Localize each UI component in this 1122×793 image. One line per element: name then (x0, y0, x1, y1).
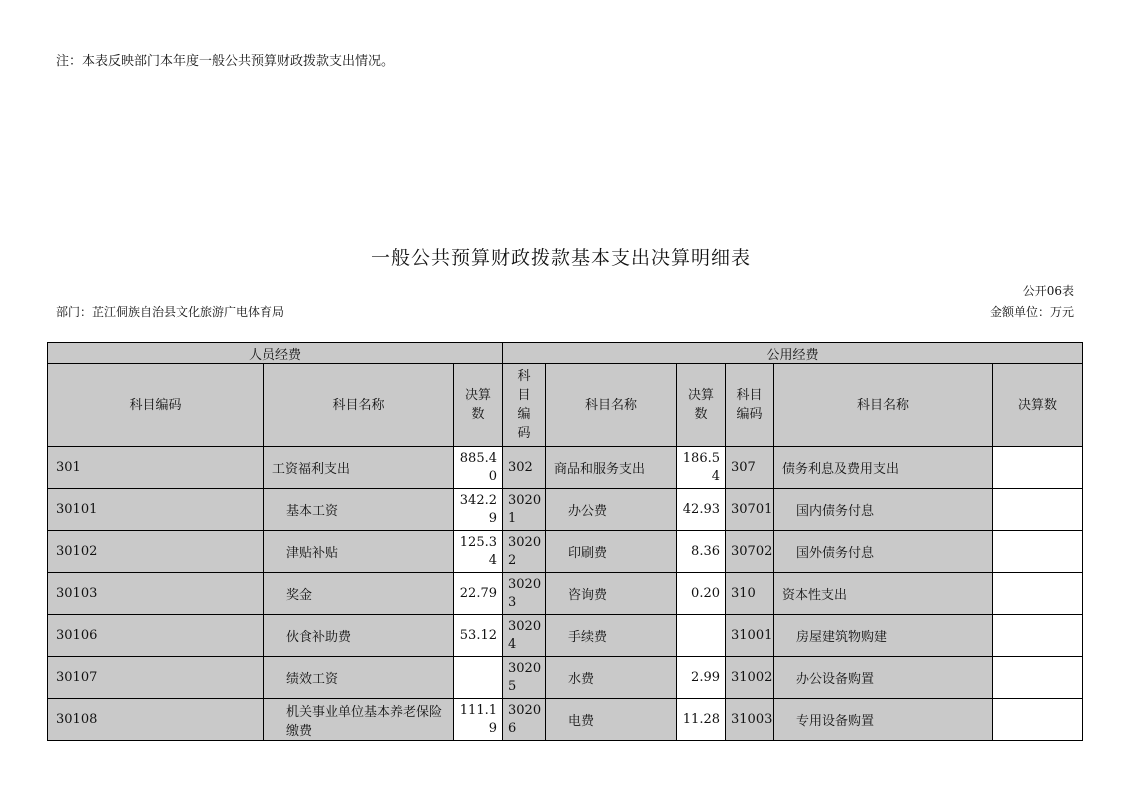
page-title: 一般公共预算财政拨款基本支出决算明细表 (370, 247, 751, 269)
capital-name-cell: 国外债务付息 (774, 531, 993, 573)
capital-amount-cell (993, 573, 1083, 615)
amount-unit-label: 金额单位：万元 (989, 305, 1074, 319)
public-amount-cell: 0.20 (677, 573, 726, 615)
personnel-code-cell: 301 (48, 447, 264, 489)
personnel-code-cell: 30107 (48, 657, 264, 699)
public-name-cell: 咨询费 (546, 573, 677, 615)
col-header-code (726, 364, 774, 447)
public-code-cell: 30204 (503, 615, 546, 657)
table-row (48, 657, 1083, 699)
department-label: 部门：芷江侗族自治县文化旅游广电体育局 (56, 305, 285, 319)
capital-name-cell: 资本性支出 (774, 573, 993, 615)
capital-amount-cell (993, 615, 1083, 657)
personnel-name-cell: 机关事业单位基本养老保险缴费 (264, 699, 454, 741)
personnel-amount-cell: 342.29 (454, 489, 503, 531)
personnel-code-cell: 30106 (48, 615, 264, 657)
public-amount-cell (677, 615, 726, 657)
personnel-amount-cell: 22.79 (454, 573, 503, 615)
group-header-personnel: 人员经费 (48, 343, 503, 364)
personnel-amount-cell: 125.34 (454, 531, 503, 573)
col-header-code (503, 364, 546, 447)
capital-code-cell: 30702 (726, 531, 774, 573)
public-code-cell: 30202 (503, 531, 546, 573)
capital-name-cell: 专用设备购置 (774, 699, 993, 741)
public-amount-cell: 2.99 (677, 657, 726, 699)
capital-amount-cell (993, 489, 1083, 531)
public-code-cell: 30205 (503, 657, 546, 699)
personnel-amount-cell (454, 657, 503, 699)
public-code-cell: 30201 (503, 489, 546, 531)
col-header-amount (677, 364, 726, 447)
col-header-name: 科目名称 (546, 364, 677, 447)
col-header-code-text: 科目编码 (736, 388, 763, 422)
capital-code-cell: 31003 (726, 699, 774, 741)
public-code-cell: 30206 (503, 699, 546, 741)
table-row (48, 615, 1083, 657)
capital-amount-cell (993, 531, 1083, 573)
table-row (48, 573, 1083, 615)
col-header-amount: 决算数 (993, 364, 1083, 447)
public-name-cell: 电费 (546, 699, 677, 741)
col-header-code: 科目编码 (48, 364, 264, 447)
table-row (48, 489, 1083, 531)
personnel-name-cell: 奖金 (264, 573, 454, 615)
capital-code-cell: 30701 (726, 489, 774, 531)
capital-code-cell: 31002 (726, 657, 774, 699)
group-header-public: 公用经费 (503, 343, 1083, 364)
capital-code-cell: 307 (726, 447, 774, 489)
personnel-name-cell: 绩效工资 (264, 657, 454, 699)
footnote: 注：本表反映部门本年度一般公共预算财政拨款支出情况。 (56, 54, 395, 69)
personnel-amount-cell: 53.12 (454, 615, 503, 657)
col-header-amount (454, 364, 503, 447)
col-header-amount-text: 决算数 (687, 388, 714, 422)
public-name-cell: 办公费 (546, 489, 677, 531)
public-code-cell: 30203 (503, 573, 546, 615)
personnel-code-cell: 30101 (48, 489, 264, 531)
public-name-cell: 水费 (546, 657, 677, 699)
personnel-code-cell: 30108 (48, 699, 264, 741)
public-name-cell: 手续费 (546, 615, 677, 657)
public-name-cell: 印刷费 (546, 531, 677, 573)
personnel-name-cell: 津贴补贴 (264, 531, 454, 573)
form-number: 公开06表 (1022, 284, 1074, 298)
public-name-cell: 商品和服务支出 (546, 447, 677, 489)
capital-amount-cell (993, 699, 1083, 741)
public-amount-cell: 11.28 (677, 699, 726, 741)
personnel-name-cell: 基本工资 (264, 489, 454, 531)
capital-name-cell: 国内债务付息 (774, 489, 993, 531)
public-code-cell: 302 (503, 447, 546, 489)
capital-code-cell: 31001 (726, 615, 774, 657)
col-header-amount-text: 决算数 (464, 388, 491, 422)
personnel-amount-cell: 111.19 (454, 699, 503, 741)
column-header-row (48, 364, 1083, 447)
col-header-code-text: 科目编码 (517, 369, 531, 441)
group-header-row (48, 343, 1083, 364)
capital-name-cell: 债务利息及费用支出 (774, 447, 993, 489)
capital-amount-cell (993, 447, 1083, 489)
expenditure-table (47, 342, 1083, 741)
capital-name-cell: 房屋建筑物购建 (774, 615, 993, 657)
capital-name-cell: 办公设备购置 (774, 657, 993, 699)
public-amount-cell: 42.93 (677, 489, 726, 531)
personnel-code-cell: 30103 (48, 573, 264, 615)
col-header-name: 科目名称 (264, 364, 454, 447)
public-amount-cell: 8.36 (677, 531, 726, 573)
personnel-name-cell: 工资福利支出 (264, 447, 454, 489)
table-row (48, 699, 1083, 741)
table-row (48, 531, 1083, 573)
public-amount-cell: 186.54 (677, 447, 726, 489)
capital-code-cell: 310 (726, 573, 774, 615)
personnel-amount-cell: 885.40 (454, 447, 503, 489)
col-header-name: 科目名称 (774, 364, 993, 447)
personnel-name-cell: 伙食补助费 (264, 615, 454, 657)
capital-amount-cell (993, 657, 1083, 699)
personnel-code-cell: 30102 (48, 531, 264, 573)
table-row (48, 447, 1083, 489)
